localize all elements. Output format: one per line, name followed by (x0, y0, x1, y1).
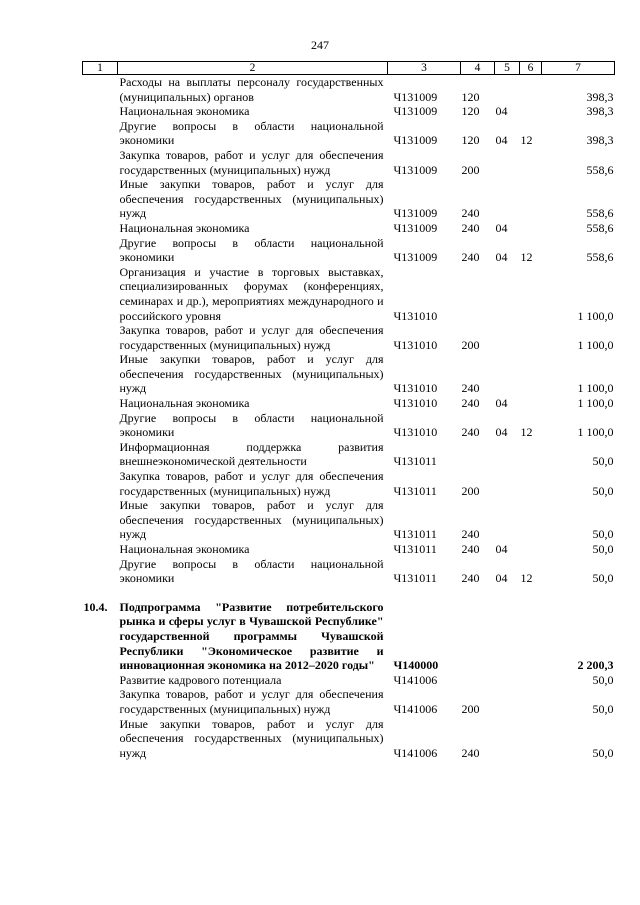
section-code (495, 265, 520, 323)
table-row (83, 411, 615, 440)
row-number (83, 119, 118, 148)
table-row (83, 717, 615, 761)
column-header: 1 (83, 62, 118, 75)
expense-type: 240 (461, 250, 480, 265)
expense-type: 200 (461, 162, 480, 177)
item-name: Национальная экономика (119, 104, 250, 119)
table-row (83, 119, 615, 148)
table-row (83, 440, 615, 469)
item-name: Организация и участие в торговых выставках, специализированных форумах (конференциях, семинарах и др.), мероприятиях международного и российского уровня (119, 264, 384, 323)
target-code: Ч131011 (393, 527, 437, 542)
row-number (83, 148, 118, 177)
table-row (83, 542, 615, 557)
expense-type: 200 (461, 337, 480, 352)
section-code (495, 148, 520, 177)
target-code: Ч131009 (393, 220, 438, 235)
section-code (495, 177, 520, 221)
table-row (83, 148, 615, 177)
table-row (83, 221, 615, 236)
subsection-code (520, 673, 542, 688)
amount: 50,0 (592, 542, 614, 556)
row-number (83, 440, 118, 469)
subsection-code (520, 687, 542, 716)
column-header: 5 (495, 62, 520, 75)
row-number: 10.4. (83, 599, 108, 614)
row-number (83, 177, 118, 221)
subprogram-row (83, 586, 615, 673)
section-code: 04 (495, 250, 508, 265)
amount: 1 100,0 (577, 425, 614, 440)
table-row (83, 75, 615, 105)
row-number (83, 221, 118, 236)
column-header: 2 (118, 62, 388, 75)
target-code: Ч131011 (393, 454, 437, 469)
section-code: 04 (495, 542, 508, 556)
row-number (83, 673, 118, 688)
section-code: 04 (495, 104, 508, 119)
item-name: Информационная поддержка развития внешнеэкономической деятельности (119, 439, 384, 469)
section-code: 04 (495, 396, 508, 411)
item-name: Закупка товаров, работ и услуг для обеспечения государственных (муниципальных) нужд (119, 323, 384, 352)
item-name: Иные закупки товаров, работ и услуг для обеспечения государственных (муниципальных) нужд (119, 352, 384, 396)
item-name: Развитие кадрового потенциала (119, 672, 282, 687)
item-name: Закупка товаров, работ и услуг для обеспечения государственных (муниципальных) нужд (119, 687, 384, 716)
subsection-code (520, 75, 542, 105)
amount: 558,6 (586, 250, 614, 265)
row-number (83, 236, 118, 265)
expense-type (461, 440, 495, 469)
row-number (83, 265, 118, 323)
item-name: Иные закупки товаров, работ и услуг для обеспечения государственных (муниципальных) нужд (119, 177, 384, 221)
expense-type: 240 (461, 542, 480, 556)
subsection-code (520, 352, 542, 396)
target-code: Ч131009 (393, 206, 438, 221)
amount: 50,0 (592, 745, 614, 760)
amount: 50,0 (592, 571, 614, 586)
row-number (83, 687, 118, 716)
expense-type: 120 (461, 89, 480, 104)
section-code (495, 440, 520, 469)
subsection-code (520, 717, 542, 761)
subsection-code: 12 (520, 425, 533, 440)
amount: 50,0 (592, 672, 614, 687)
page-number: 247 (311, 38, 329, 52)
section-code (495, 498, 520, 542)
subsection-code (520, 469, 542, 498)
row-number (83, 104, 118, 119)
row-number (83, 396, 118, 411)
section-code (495, 586, 520, 673)
table-row (83, 396, 615, 411)
section-code (495, 469, 520, 498)
subsection-code (520, 396, 542, 411)
section-code: 04 (495, 220, 508, 235)
amount: 1 100,0 (577, 337, 614, 352)
column-header: 3 (388, 62, 461, 75)
amount: 1 100,0 (577, 381, 614, 396)
row-number (83, 75, 118, 105)
target-code: Ч131010 (393, 396, 438, 411)
column-number-row (83, 62, 615, 75)
subsection-code (520, 148, 542, 177)
item-name: Закупка товаров, работ и услуг для обеспечения государственных (муниципальных) нужд (119, 469, 384, 498)
expense-type: 240 (461, 745, 480, 760)
target-code: Ч131011 (393, 542, 437, 556)
column-header: 7 (542, 62, 615, 75)
target-code: Ч131009 (393, 250, 438, 265)
section-code (495, 352, 520, 396)
subsection-code (520, 221, 542, 236)
section-code (495, 323, 520, 352)
item-name: Иные закупки товаров, работ и услуг для обеспечения государственных (муниципальных) нужд (119, 716, 384, 760)
subsection-code: 12 (520, 250, 533, 265)
expense-type: 200 (461, 701, 480, 716)
target-code: Ч131010 (393, 381, 438, 396)
expense-type: 240 (461, 425, 480, 440)
subsection-code (520, 440, 542, 469)
row-number (83, 323, 118, 352)
target-code: Ч141006 (393, 672, 438, 687)
target-code: Ч131010 (393, 425, 438, 440)
subsection-code (520, 323, 542, 352)
section-code (495, 673, 520, 688)
expense-type: 120 (461, 104, 480, 119)
amount: 50,0 (592, 483, 614, 498)
expense-type: 240 (461, 206, 480, 221)
item-name: Национальная экономика (119, 396, 250, 411)
target-code: Ч131009 (393, 162, 438, 177)
item-name: Другие вопросы в области национальной экономики (119, 410, 384, 440)
section-code (495, 75, 520, 105)
amount: 558,6 (586, 162, 614, 177)
target-code: Ч131009 (393, 133, 438, 148)
section-code (495, 717, 520, 761)
target-code: Ч141006 (393, 701, 438, 716)
table-row (83, 557, 615, 586)
table-row (83, 323, 615, 352)
section-code: 04 (495, 425, 508, 440)
amount: 1 100,0 (577, 308, 614, 323)
item-name: Другие вопросы в области национальной экономики (119, 235, 384, 265)
expense-type (461, 265, 495, 323)
target-code: Ч140000 (393, 658, 439, 673)
amount: 398,3 (586, 89, 614, 104)
expense-type (461, 586, 495, 673)
amount: 2 200,3 (577, 658, 614, 673)
section-code: 04 (495, 571, 508, 586)
target-code: Ч131010 (393, 337, 438, 352)
amount: 1 100,0 (577, 396, 614, 411)
subsection-code (520, 265, 542, 323)
row-number (83, 352, 118, 396)
expense-type: 240 (461, 396, 480, 411)
expense-type: 240 (461, 381, 480, 396)
amount: 558,6 (586, 206, 614, 221)
expense-type: 240 (461, 220, 480, 235)
table-row (83, 673, 615, 688)
target-code: Ч131011 (393, 483, 437, 498)
target-code: Ч131009 (393, 104, 438, 119)
amount: 558,6 (586, 220, 614, 235)
expense-type: 240 (461, 571, 480, 586)
row-number (83, 498, 118, 542)
subsection-code: 12 (520, 571, 533, 586)
table-row (83, 498, 615, 542)
subsection-code (520, 586, 542, 673)
expense-type: 200 (461, 483, 480, 498)
target-code: Ч141006 (393, 745, 438, 760)
column-header: 6 (520, 62, 542, 75)
row-number (83, 469, 118, 498)
subsection-code (520, 542, 542, 557)
column-header: 4 (461, 62, 495, 75)
target-code: Ч131010 (393, 308, 438, 323)
table-row (83, 352, 615, 396)
item-name: Национальная экономика (119, 542, 250, 556)
row-number (83, 411, 118, 440)
subsection-code: 12 (520, 133, 533, 148)
item-name: Национальная экономика (119, 220, 250, 235)
amount: 50,0 (592, 454, 614, 469)
item-name: Другие вопросы в области национальной экономики (119, 556, 384, 586)
amount: 398,3 (586, 133, 614, 148)
item-name: Подпрограмма "Развитие потребительского рынка и сферы услуг в Чувашской Республике" государственной программы Чувашской Республики "Экономическое развитие и инновационная экономика на 2012–2020 годы" (119, 599, 384, 673)
amount: 50,0 (592, 527, 614, 542)
section-code (495, 687, 520, 716)
item-name: Другие вопросы в области национальной экономики (119, 118, 384, 148)
item-name: Иные закупки товаров, работ и услуг для обеспечения государственных (муниципальных) нужд (119, 498, 384, 542)
row-number (83, 542, 118, 557)
amount: 50,0 (592, 701, 614, 716)
expense-type: 120 (461, 133, 480, 148)
budget-table (82, 61, 615, 760)
target-code: Ч131009 (393, 89, 438, 104)
subsection-code (520, 177, 542, 221)
table-row (83, 104, 615, 119)
subsection-code (520, 498, 542, 542)
item-name: Расходы на выплаты персоналу государственных (муниципальных) органов (119, 75, 384, 104)
amount: 398,3 (586, 104, 614, 119)
table-body (83, 75, 615, 761)
section-code: 04 (495, 133, 508, 148)
target-code: Ч131011 (393, 571, 437, 586)
table-row (83, 236, 615, 265)
expense-type: 240 (461, 527, 480, 542)
table-row (83, 687, 615, 716)
table-row (83, 469, 615, 498)
table-row (83, 177, 615, 221)
subsection-code (520, 104, 542, 119)
expense-type (461, 673, 495, 688)
row-number (83, 717, 118, 761)
table-row (83, 265, 615, 323)
row-number (83, 557, 118, 586)
item-name: Закупка товаров, работ и услуг для обеспечения государственных (муниципальных) нужд (119, 147, 384, 177)
